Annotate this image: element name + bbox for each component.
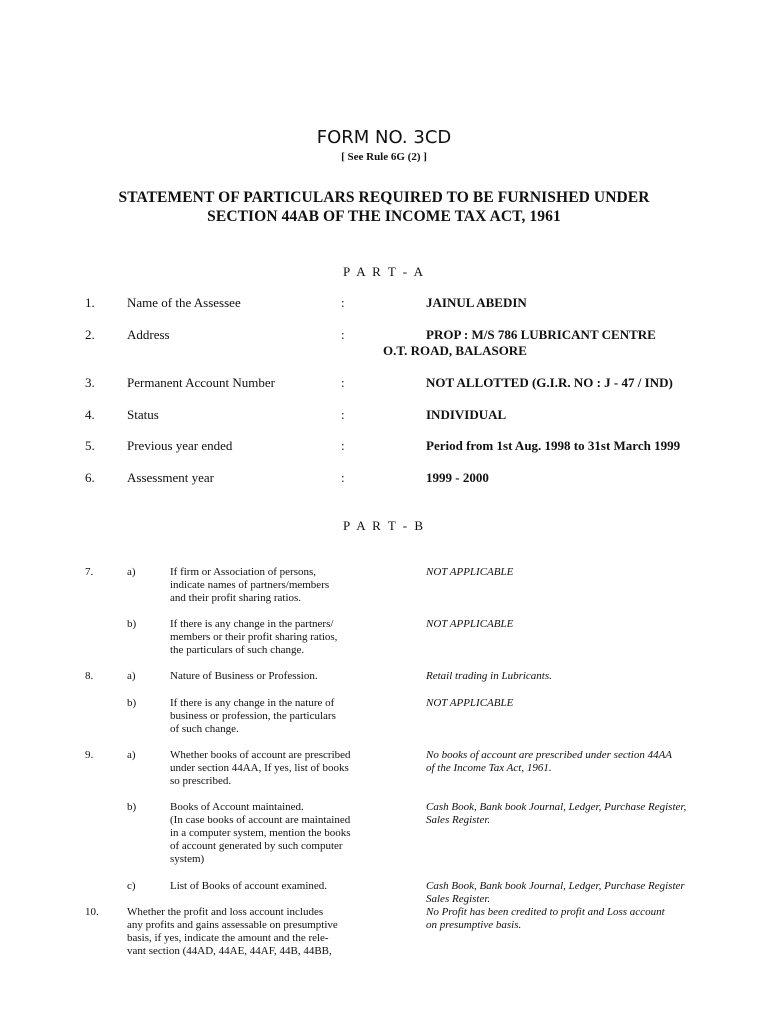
pan-label: Permanent Account Number — [127, 375, 276, 390]
rule-reference: [ See Rule 6G (2) ] — [341, 151, 427, 163]
previous-year-label: Previous year ended — [127, 438, 233, 453]
question-text: Nature of Business or Profession. — [170, 670, 318, 682]
item-number: 9. — [85, 749, 94, 761]
colon: : — [341, 295, 345, 310]
answer-text: NOT APPLICABLE — [426, 566, 514, 578]
statement-heading-line-2: SECTION 44AB OF THE INCOME TAX ACT, 1961 — [207, 208, 561, 225]
colon: : — [341, 327, 345, 342]
question-text: If there is any change in the partners/ members or their profit sharing ratios, the particulars of such change. — [170, 618, 338, 656]
question-text: If firm or Association of persons, indicate names of partners/members and their profit sharing ratios. — [170, 566, 330, 604]
colon: : — [341, 438, 345, 453]
row-number: 6. — [85, 470, 95, 485]
question-text: List of Books of account examined. — [170, 880, 328, 892]
colon: : — [341, 470, 345, 485]
answer-text: No Profit has been credited to profit and Loss account on presumptive basis. — [426, 906, 665, 931]
question-text: Books of Account maintained. (In case books of account are maintained in a computer system, mention the books of account generated by such computer system) — [170, 801, 351, 865]
assessment-year-label: Assessment year — [127, 470, 215, 485]
answer-text: Cash Book, Bank book Journal, Ledger, Purchase Register, Sales Register. — [426, 801, 687, 826]
sub-item-letter: b) — [127, 618, 137, 630]
item-number: 10. — [85, 906, 99, 918]
question-text: Whether the profit and loss account includes any profits and gains assessable on presumptive basis, if yes, indicate the amount and the rele- vant section (44AD, 44AE, 44AF, 44B, 44BB, — [127, 906, 338, 957]
sub-item-letter: c) — [127, 880, 136, 892]
row-number: 5. — [85, 438, 95, 453]
answer-text: Cash Book, Bank book Journal, Ledger, Purchase Register Sales Register. — [426, 880, 685, 905]
sub-item-letter: b) — [127, 801, 137, 813]
question-text: Whether books of account are prescribed under section 44AA, If yes, list of books so prescribed. — [170, 749, 351, 787]
part-a-title: P A R T - A — [342, 264, 426, 279]
colon: : — [341, 375, 345, 390]
answer-text: No books of account are prescribed under section 44AA of the Income Tax Act, 1961. — [426, 749, 673, 774]
pan-value: NOT ALLOTTED (G.I.R. NO : J - 47 / IND) — [426, 375, 673, 390]
assessment-year-value: 1999 - 2000 — [426, 470, 489, 485]
assessee-name-value: JAINUL ABEDIN — [426, 295, 527, 310]
sub-item-letter: b) — [127, 697, 137, 709]
row-number: 1. — [85, 295, 95, 310]
statement-heading-line-1: STATEMENT OF PARTICULARS REQUIRED TO BE FURNISHED UNDER — [118, 189, 650, 206]
assessee-name-label: Name of the Assessee — [127, 295, 241, 310]
answer-text: NOT APPLICABLE — [426, 697, 514, 709]
answer-text: Retail trading in Lubricants. — [426, 670, 552, 682]
address-label: Address — [127, 327, 170, 342]
answer-text: NOT APPLICABLE — [426, 618, 514, 630]
item-number: 7. — [85, 566, 94, 578]
address-value-line-1: PROP : M/S 786 LUBRICANT CENTRE — [426, 327, 656, 342]
colon: : — [341, 407, 345, 422]
previous-year-value: Period from 1st Aug. 1998 to 31st March 1999 — [426, 438, 681, 453]
row-number: 4. — [85, 407, 95, 422]
sub-item-letter: a) — [127, 749, 136, 761]
item-number: 8. — [85, 670, 94, 682]
address-value-line-2: O.T. ROAD, BALASORE — [383, 343, 527, 358]
status-label: Status — [127, 407, 159, 422]
part-b-title: P A R T - B — [342, 518, 426, 533]
row-number: 3. — [85, 375, 95, 390]
row-number: 2. — [85, 327, 95, 342]
status-value: INDIVIDUAL — [426, 407, 507, 422]
form-title: FORM NO. 3CD — [316, 127, 452, 148]
sub-item-letter: a) — [127, 670, 136, 682]
sub-item-letter: a) — [127, 566, 136, 578]
question-text: If there is any change in the nature of business or profession, the particulars of such change. — [170, 697, 336, 735]
